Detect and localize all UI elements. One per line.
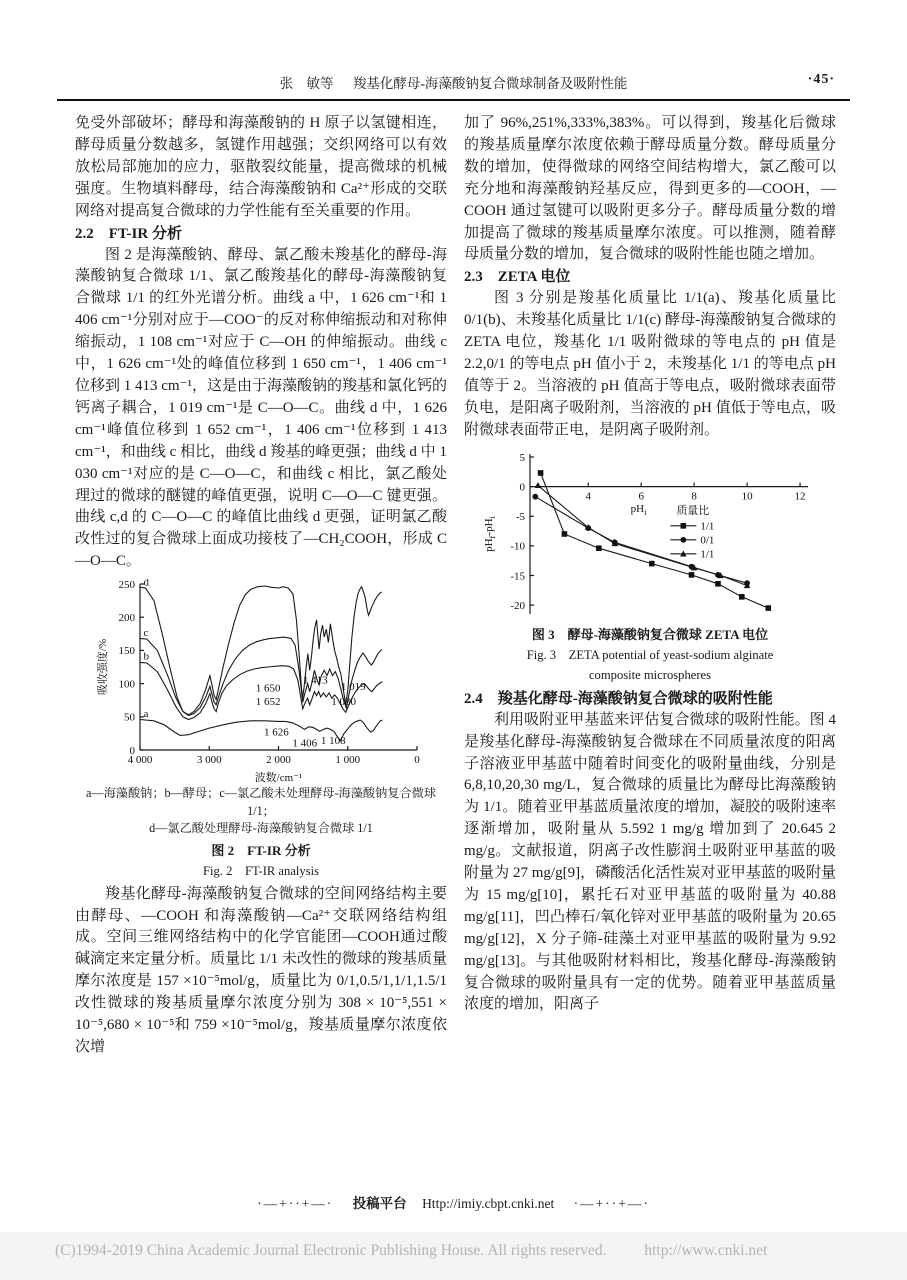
right-column <box>464 113 836 1016</box>
svg-text:4: 4 <box>585 490 591 503</box>
svg-text:8: 8 <box>691 490 697 503</box>
svg-text:100: 100 <box>118 678 135 691</box>
svg-text:1 030: 1 030 <box>330 695 356 708</box>
svg-text:3 000: 3 000 <box>196 754 222 767</box>
page-header <box>0 72 907 92</box>
svg-text:0: 0 <box>129 744 135 757</box>
header-running-title: 羧基化酵母-海藻酸钠复合微球制备及吸附性能 <box>352 76 628 91</box>
svg-text:1 652: 1 652 <box>255 695 280 708</box>
para-right-1: 加了 96%,251%,333%,383%。可以得到，羧基化后微球的羧基质量摩尔浓度依赖于酵母质量分数。酵母质量分数的增加，使得微球的网络空间结构增大，氯乙酸可以充分地和海藻酸钠羟基反应，得到更多的—COOH，—COOH 通过氢键可以吸附更多分子。酵母质量分数的增加提高了微球的羧基质量摩尔浓度。可以推测，随着酵母质量分数的增加，复合微球的吸附性能也随之增加。 <box>464 115 836 263</box>
svg-text:a: a <box>143 707 148 720</box>
platform-label: 投稿平台 <box>352 1196 407 1211</box>
figure-3 <box>464 448 836 684</box>
cnki-url: http://www.cnki.net <box>644 1242 768 1259</box>
svg-text:质量比: 质量比 <box>676 504 710 517</box>
para-left-1: 免受外部破坏；酵母和海藻酸钠的 H 原子以氢键相连，酵母质量分数越多，氢键作用越强；交织网络可以有效放松局部施加的应力，驱散裂纹能量，提高微球的机械强度。生物填料酵母，结合海藻酸钠和 Ca²⁺形成的交联网络对提高复合微球的力学性能有至关重要的作用。 <box>75 115 447 219</box>
svg-text:4 000: 4 000 <box>127 754 152 767</box>
svg-text:1 000: 1 000 <box>334 754 360 767</box>
svg-text:1/1: 1/1 <box>700 520 715 533</box>
left-column <box>75 113 447 1059</box>
figure2-note-line2: d—氯乙酸处理酵母-海藻酸钠复合微球 1/1 <box>149 821 373 836</box>
ornament-left: ·—+··+—· <box>257 1196 334 1211</box>
svg-text:1 108: 1 108 <box>320 735 346 748</box>
svg-text:1 019: 1 019 <box>340 681 366 694</box>
figure3-caption-en-line2: composite microspheres <box>588 667 712 682</box>
svg-text:-10: -10 <box>510 540 525 553</box>
svg-text:c: c <box>143 626 148 639</box>
svg-text:10: 10 <box>741 490 753 503</box>
svg-text:1 406: 1 406 <box>291 737 317 750</box>
header-rule <box>57 99 850 101</box>
figure2-note-line1: a—海藻酸钠；b—酵母；c—氯乙酸未处理酵母-海藻酸钠复合微球 1/1； <box>85 786 437 818</box>
svg-text:50: 50 <box>123 711 135 724</box>
svg-text:吸收强度/%: 吸收强度/% <box>96 639 109 696</box>
svg-text:1/1: 1/1 <box>700 548 715 561</box>
copyright-text: (C)1994-2019 China Academic Journal Electronic Publishing House. All rights reserved. <box>55 1242 607 1259</box>
figure-2 <box>75 579 447 880</box>
svg-text:0/1: 0/1 <box>700 534 715 547</box>
svg-text:0: 0 <box>519 481 525 494</box>
para-left-3: 羧基化酵母-海藻酸钠复合微球的空间网络结构主要由酵母、—COOH 和海藻酸钠—Ca²⁺交联网络结构组成。空间三维网络结构中的化学官能团—COOH通过酸碱滴定来定量分析。质量比 1/1 未改性的微球的羧基质量摩尔浓度是 157 ×10⁻⁵mol/g，质量比为 0/1,0.5/1,1/1,1.5/1 改性微球的羧基质量摩尔浓度分别为 308 × 10⁻⁵,551 × 10⁻⁵,680 × 10⁻⁵和 759 ×10⁻⁵mol/g，羧基质量摩尔浓度依次增 <box>75 885 447 1055</box>
ftir-chart <box>75 579 447 785</box>
svg-text:2 000: 2 000 <box>265 754 291 767</box>
svg-text:5: 5 <box>519 451 525 464</box>
copyright-line <box>0 1242 907 1260</box>
section-heading-2-2: 2.2 FT-IR 分析 <box>75 225 182 242</box>
svg-text:pHf-pHi: $pH_f-pH_i$ <box>483 515 497 552</box>
svg-text:-5: -5 <box>515 510 525 523</box>
svg-text:-15: -15 <box>510 569 525 582</box>
svg-text:1 413: 1 413 <box>302 674 328 687</box>
svg-text:250: 250 <box>118 579 135 591</box>
svg-text:-20: -20 <box>510 599 525 612</box>
section-heading-2-3: 2.3 ZETA 电位 <box>464 269 571 286</box>
page-number: ·45· <box>807 72 835 87</box>
para-left-2: 图 2 是海藻酸钠、酵母、氯乙酸未羧基化的酵母-海藻酸钠复合微球 1/1、氯乙酸羧基化的酵母-海藻酸钠复合微球 1/1 的红外光谱分析。曲线 a 中，1 626 cm⁻¹和 1 406 cm⁻¹分别对应于—COO⁻的反对称伸缩振动和对称伸缩振动，1 108 cm⁻¹对应于 C—OH 的伸缩振动。曲线 c 中，1 626 cm⁻¹处的峰值位移到 1 650 cm⁻¹，1 406 cm⁻¹位移到 1 413 cm⁻¹，这是由于海藻酸钠的羧基和氯化钙的钙离子耦合，1 019 cm⁻¹是 C—O—C。曲线 d 中，1 626 cm⁻¹峰值位移到 1 652 cm⁻¹，1 406 cm⁻¹位移到 1 413 cm⁻¹，和曲线 c 相比，曲线 d 羧基的峰更强；曲线 d 中 1 030 cm⁻¹对应的是 C—O—C，和曲线 c 相比，氯乙酸处理过的微球的醚键的峰值更强，说明 C—O—C 键更强。曲线 c,d 的 C—O—C 的峰值比曲线 d 更强，证明氯乙酸改性过的复合微球上面成功接枝了—CH₂COOH，形成 C—O—C。 <box>75 246 447 570</box>
svg-text:1 650: 1 650 <box>255 682 280 695</box>
para-right-2: 图 3 分别是羧基化质量比 1/1(a)、羧基化质量比 0/1(b)、未羧基化质量比 1/1(c) 酵母-海藻酸钠复合微球的 ZETA 电位，羧基化 1/1 吸附微球的等电点的 pH 值是 2.2,0/1 的等电点 pH 值小于 2，未羧基化 1/1 的等电点 pH 值等于 2。当溶液的 pH 值高于等电点，吸附微球表面带负电，是阳离子吸附剂，当溶液的 pH 值低于等电点，吸附微球表面带正电，是阴离子吸附剂。 <box>464 290 836 438</box>
platform-url: Http://imiy.cbpt.cnki.net <box>422 1196 555 1211</box>
section-heading-2-4: 2.4 羧基化酵母-海藻酸钠复合微球的吸附性能 <box>464 690 773 707</box>
header-authors: 张 敏等 <box>279 76 334 91</box>
figure2-caption-en: Fig. 2 FT-IR analysis <box>202 863 320 878</box>
zeta-chart <box>464 448 836 622</box>
para-right-3: 利用吸附亚甲基蓝来评估复合微球的吸附性能。图 4 是羧基化酵母-海藻酸钠复合微球在不同质量浓度的阳离子溶液亚甲基蓝中随着时间变化的吸附量曲线，分别是 6,8,10,20,30 mg/L，复合微球的质量比为酵母比海藻酸钠为 1/1。随着亚甲基蓝质量浓度的增加，凝胶的吸附速率逐渐增加，吸附量从 5.592 1 mg/g 增加到了 20.645 2 mg/g。文献报道，阴离子改性膨润土吸附亚甲基蓝的吸附量为 27 mg/g[9]，磷酸活化活性炭对亚甲基蓝的吸附量为 15 mg/g[10]，累托石对亚甲基蓝的吸附量为 40.88 mg/g[11]，凹凸棒石/氧化锌对亚甲基蓝的吸附量为 20.65 mg/g[12]，X 分子筛-硅藻土对亚甲基蓝的吸附量为 9.92 mg/g[13]。与其他吸附材料相比，羧基化酵母-海藻酸钠复合微球的吸附量具有一定的优势。随着亚甲基蓝质量浓度的增加，阳离子 <box>464 711 836 1013</box>
svg-text:d: d <box>143 579 149 589</box>
svg-text:6: 6 <box>638 490 644 503</box>
svg-text:1 626: 1 626 <box>263 726 289 739</box>
svg-text:波数/cm⁻¹: 波数/cm⁻¹ <box>254 772 302 785</box>
figure3-caption-zh: 图 3 酵母-海藻酸钠复合微球 ZETA 电位 <box>531 626 769 642</box>
ornament-right: ·—+··+—· <box>573 1196 650 1211</box>
svg-text:pHi: $pH_i$ <box>630 502 647 517</box>
svg-text:0: 0 <box>413 754 420 767</box>
svg-text:200: 200 <box>118 612 135 625</box>
figure2-caption-zh: 图 2 FT-IR 分析 <box>211 842 311 858</box>
submission-platform-line <box>0 1192 907 1212</box>
svg-text:b: b <box>143 650 149 663</box>
svg-text:150: 150 <box>118 645 135 658</box>
figure3-caption-en-line1: Fig. 3 ZETA potential of yeast-sodium alginate <box>526 647 774 662</box>
svg-text:12: 12 <box>794 490 806 503</box>
